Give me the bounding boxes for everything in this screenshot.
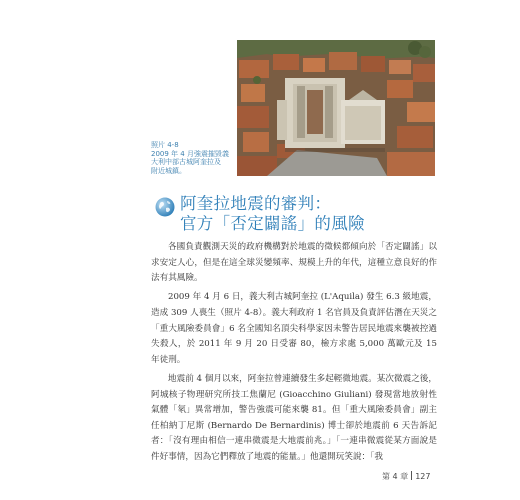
caption-line: 照片 4-8 <box>151 141 179 149</box>
aerial-town-photo <box>237 40 435 176</box>
body-text <box>151 240 437 469</box>
section-title-line1: 阿奎拉地震的審判： <box>180 194 332 213</box>
section-title <box>180 194 365 234</box>
page-footer <box>382 471 430 482</box>
chapter-label: 第 4 章 <box>382 472 409 481</box>
caption-line: 大利中部古城阿奎拉及 <box>151 158 221 167</box>
globe-icon <box>155 197 175 217</box>
caption-line: 附近城鎮。 <box>151 166 186 175</box>
caption-line: 2009 年 4 月強震摧毀義 <box>151 149 229 158</box>
earthquake-photo <box>237 40 435 176</box>
paragraph: 各國負責觀測天災的政府機構對於地震的徵候都傾向於「否定闢謠」以求安定人心，但是在這全球災變頻率、規模上升的年代，這種立意良好的作法有其風險。 <box>151 242 437 284</box>
page-number: 127 <box>415 472 431 481</box>
section-title-line2: 官方「否定闢謠」的風險 <box>180 214 365 233</box>
paragraph: 2009 年 4 月 6 日，義大利古城阿奎拉 (L'Aquila) 發生 6.3 級地震，造成 309 人喪生（照片 4-8）。義大利政府 1 名官員及負責評估潛在天災之「重大風險委員會」6 名全國知名頂尖科學家因未警告居民地震來襲被控過失殺人，於 2011 年 9 月 20 日受審 80，檢方求處 5,000 萬歐元及 15 年徒刑。 <box>151 292 437 365</box>
paragraph: 地震前 4 個月以來，阿奎拉曾連續發生多起輕微地震。某次微震之後，阿城核子物理研究所技工焦蘭尼 (Gioacchino Giuliani) 發現當地放射性氣體「氡」異常增加，警告強震可能來襲 81。但「重大風險委員會」副主任柏納丁尼斯 (Bernardo De Bernardinis) 博士卻於地震前 6 天告訴記者：「沒有理由相信一連串微震是大地震前兆。」「一連串微震從某方面說是件好事情，因為它們釋放了地震的能量。」他還開玩笑說：「我 <box>151 373 437 462</box>
photo-caption <box>151 141 233 175</box>
footer-divider <box>411 471 412 480</box>
